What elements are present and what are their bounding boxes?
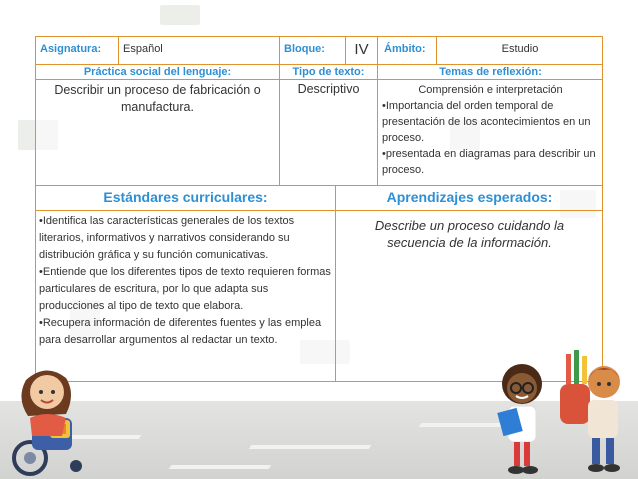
child-backpack-icon: [554, 348, 630, 476]
estandares-label: Estándares curriculares:: [103, 189, 268, 205]
tipo-value: Descriptivo: [297, 82, 360, 96]
planning-table: [35, 36, 603, 382]
practica-label-cell: [36, 65, 280, 80]
asignatura-label: Asignatura:: [40, 43, 102, 55]
ambito-label-cell: [378, 37, 437, 65]
practica-label: Práctica social del lenguaje:: [83, 66, 232, 78]
child-books-icon: [492, 362, 550, 476]
asignatura-value: Español: [123, 43, 163, 55]
asignatura-label-cell: [36, 37, 119, 65]
temas-title: Comprensión e interpretación: [418, 84, 563, 96]
bloque-value-cell: [346, 37, 378, 65]
estandar-item: •Recupera información de diferentes fuentes y las emplea para desarrollar argumentos al redactar un texto.: [39, 317, 322, 346]
aprendizajes-value: Describe un proceso cuidando la secuencia de la información.: [374, 218, 565, 250]
estandares-label-cell: [36, 186, 336, 211]
temas-item: •presentada en diagramas para describir un proceso.: [382, 148, 596, 176]
estandar-item: •Entiende que los diferentes tipos de texto requieren formas particulares de escritura, por lo que adapta sus producciones al tipo de texto que elabora.: [39, 266, 331, 312]
bloque-value: IV: [354, 41, 369, 58]
tipo-value-cell: [280, 80, 378, 186]
temas-label-cell: [378, 65, 603, 80]
temas-label: Temas de reflexión:: [439, 66, 542, 78]
ambito-value: Estudio: [501, 43, 539, 55]
temas-value-cell: [378, 80, 603, 186]
ambito-label: Ámbito:: [384, 43, 426, 55]
asignatura-value-cell: [119, 37, 280, 65]
practica-value: Describir un proceso de fabricación o manufactura.: [54, 83, 261, 114]
floor-stripe: [169, 465, 272, 469]
bloque-label-cell: [280, 37, 346, 65]
aprendizajes-label-cell: [336, 186, 603, 211]
ambito-value-cell: [437, 37, 603, 65]
tipo-label-cell: [280, 65, 378, 80]
aprendizajes-label: Aprendizajes esperados:: [386, 189, 553, 205]
child-wheelchair-icon: [2, 358, 92, 476]
estandares-value-cell: [36, 211, 336, 381]
floor-stripe: [249, 445, 372, 449]
bg-decoration: [160, 5, 200, 25]
temas-item: •Importancia del orden temporal de presentación de los acontecimientos en un proceso.: [382, 100, 591, 144]
estandar-item: •Identifica las características generales de los textos literarios, informativos y narrativos considerando su distribución gráfica y su función comunicativas.: [39, 215, 295, 261]
tipo-label: Tipo de texto:: [292, 66, 365, 78]
practica-value-cell: [36, 80, 280, 186]
bloque-label: Bloque:: [284, 43, 325, 55]
